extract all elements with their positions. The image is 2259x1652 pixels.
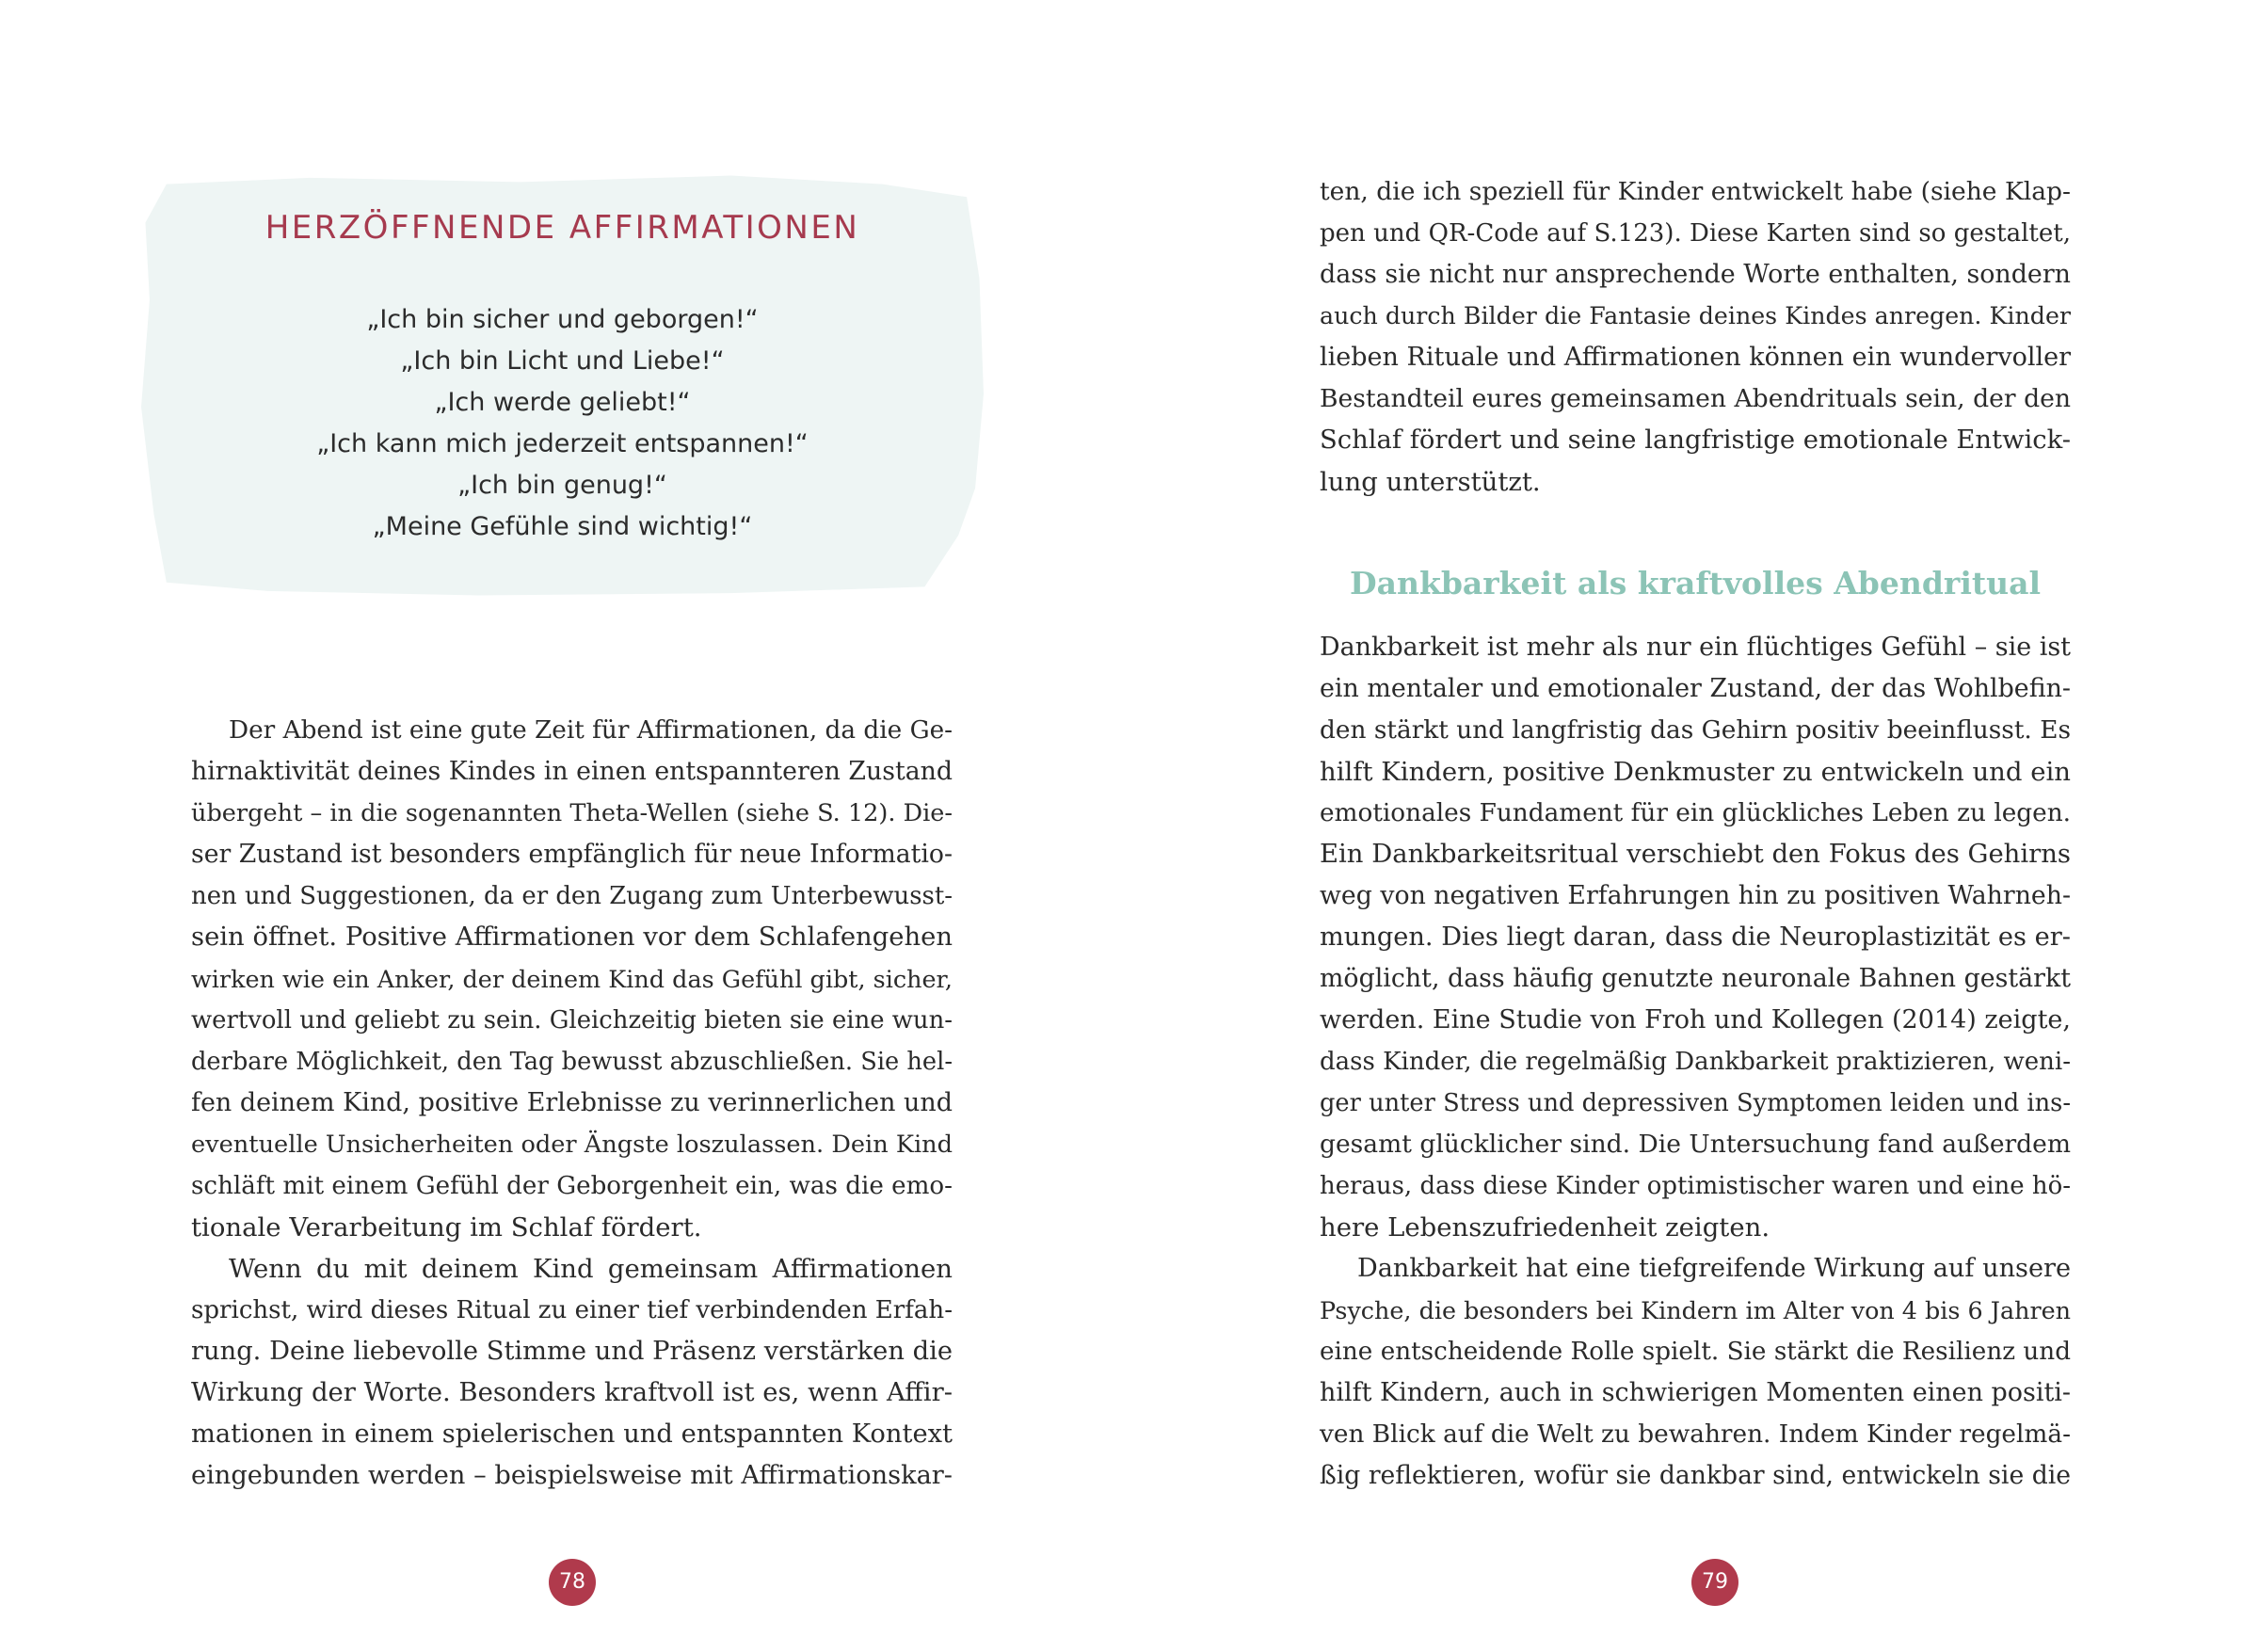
affirmations-list [141,299,984,548]
text-line: fen deinem Kind, positive Erlebnisse zu verinnerlichen und [191,1088,953,1117]
paragraph [1320,627,2071,1248]
paragraph [191,1248,953,1497]
text-line: lung unterstützt. [1320,467,1541,497]
text-line: Bestandteil eures gemeinsamen Abendrituals sein, der den [1320,384,2071,413]
text-line: mationen in einem spielerischen und entspannten Kontext [191,1419,953,1449]
text-line: eine entscheidende Rolle spielt. Sie stärkt die Resilienz und [1320,1338,2071,1366]
text-line: Der Abend ist eine gute Zeit für Affirmationen, da die Ge- [229,716,953,745]
text-line: tionale Verarbeitung im Schlaf fördert. [191,1212,702,1243]
text-line: rung. Deine liebevolle Stimme und Präsenz verstärken die [191,1337,953,1366]
affirmation-item: „Ich werde geliebt!“ [434,388,691,417]
text-line: eingebunden werden – beispielsweise mit Affirmationskar- [191,1461,953,1490]
text-line: übergeht – in die sogenannten Theta-Wellen (siehe S. 12). Die- [191,799,953,827]
affirmation-item: „Ich bin genug!“ [457,471,667,500]
text-line: ten, die ich speziell für Kinder entwickelt habe (siehe Klap- [1320,177,2071,206]
text-line: ger unter Stress und depressiven Symptomen leiden und ins- [1320,1089,2071,1117]
text-line: lieben Rituale und Affirmationen können ein wundervoller [1320,343,2071,372]
text-line: pen und QR-Code auf S.123). Diese Karten sind so gestaltet, [1320,219,2071,248]
text-line: emotionales Fundament für ein glückliches Leben zu legen. [1320,799,2071,827]
text-line: ser Zustand ist besonders empfänglich für neue Informatio- [191,840,953,869]
text-line: wertvoll und geliebt zu sein. Gleichzeitig bieten sie eine wun- [191,1006,953,1035]
affirmation-item: „Ich bin sicher und geborgen!“ [366,305,759,334]
text-line: ßig reflektieren, wofür sie dankbar sind, entwickeln sie die [1320,1461,2071,1490]
text-line: derbare Möglichkeit, den Tag bewusst abzuschließen. Sie hel- [191,1048,953,1076]
text-line: Schlaf fördert und seine langfristige emotionale Entwick- [1320,425,2071,455]
text-line: hilft Kindern, positive Denkmuster zu entwickeln und ein [1320,757,2071,787]
text-line: ein mentaler und emotionaler Zustand, der das Wohlbefin- [1320,674,2071,703]
right-body-text [1320,627,2071,1497]
affirmation-item: „Meine Gefühle sind wichtig!“ [372,512,753,541]
text-line: gesamt glücklicher sind. Die Untersuchung fand außerdem [1320,1130,2071,1159]
text-line: Dankbarkeit hat eine tiefgreifende Wirkung auf unsere [1357,1254,2071,1283]
text-line: eventuelle Unsicherheiten oder Ängste loszulassen. Dein Kind [191,1131,953,1159]
text-line: Psyche, die besonders bei Kindern im Alter von 4 bis 6 Jahren [1320,1296,2072,1324]
text-line: here Lebenszufriedenheit zeigten. [1320,1212,1770,1243]
left-body-text [191,710,953,1497]
text-line: dass sie nicht nur ansprechende Worte enthalten, sondern [1320,260,2071,289]
text-line: Wirkung der Worte. Besonders kraftvoll ist es, wenn Affir- [191,1378,953,1407]
paragraph [191,710,953,1248]
text-line: auch durch Bilder die Fantasie deines Kindes anregen. Kinder [1320,302,2071,329]
right-body-continuation [1320,171,2071,503]
text-line: sprichst, wird dieses Ritual zu einer tief verbindenden Erfah- [191,1296,953,1324]
text-line: hirnaktivität deines Kindes in einen entspannteren Zustand [191,757,953,786]
paragraph [1320,1248,2071,1497]
text-line: nen und Suggestionen, da er den Zugang zum Unterbewusst- [191,882,953,910]
section-heading: Dankbarkeit als kraftvolles Abendritual [1349,565,2042,601]
text-line: möglicht, dass häufig genutzte neuronale Bahnen gestärkt [1320,964,2071,993]
affirmation-item: „Ich kann mich jederzeit entspannen!“ [316,429,809,458]
page-number: 79 [1691,1559,1738,1606]
text-line: Dankbarkeit ist mehr als nur ein flüchtiges Gefühl – sie ist [1320,633,2071,662]
affirmation-item: „Ich bin Licht und Liebe!“ [400,346,725,376]
text-line: wirken wie ein Anker, der deinem Kind das Gefühl gibt, sicher, [191,965,953,993]
text-line: hilft Kindern, auch in schwierigen Momenten einen positi- [1320,1378,2071,1407]
text-line: ven Blick auf die Welt zu bewahren. Indem Kinder regelmä- [1320,1420,2071,1449]
text-line: dass Kinder, die regelmäßig Dankbarkeit praktizieren, weni- [1320,1048,2071,1076]
text-line: schläft mit einem Gefühl der Geborgenheit ein, was die emo- [191,1172,953,1200]
text-line: den stärkt und langfristig das Gehirn positiv beeinflusst. Es [1320,716,2071,745]
text-line: sein öffnet. Positive Affirmationen vor dem Schlafengehen [191,922,953,952]
text-line: heraus, dass diese Kinder optimistischer waren und eine hö- [1320,1172,2071,1200]
text-line: mungen. Dies liegt daran, dass die Neuroplastizität es er- [1320,922,2071,952]
affirmations-title: HERZÖFFNENDE AFFIRMATIONEN [264,209,860,247]
text-line: Ein Dankbarkeitsritual verschiebt den Fokus des Gehirns [1320,840,2071,869]
page-number: 78 [549,1559,596,1606]
text-line: werden. Eine Studie von Froh und Kollegen (2014) zeigte, [1320,1005,2071,1035]
text-line: weg von negativen Erfahrungen hin zu positiven Wahrneh- [1320,881,2072,910]
text-line: Wenn du mit deinem Kind gemeinsam Affirmationen [229,1254,953,1284]
